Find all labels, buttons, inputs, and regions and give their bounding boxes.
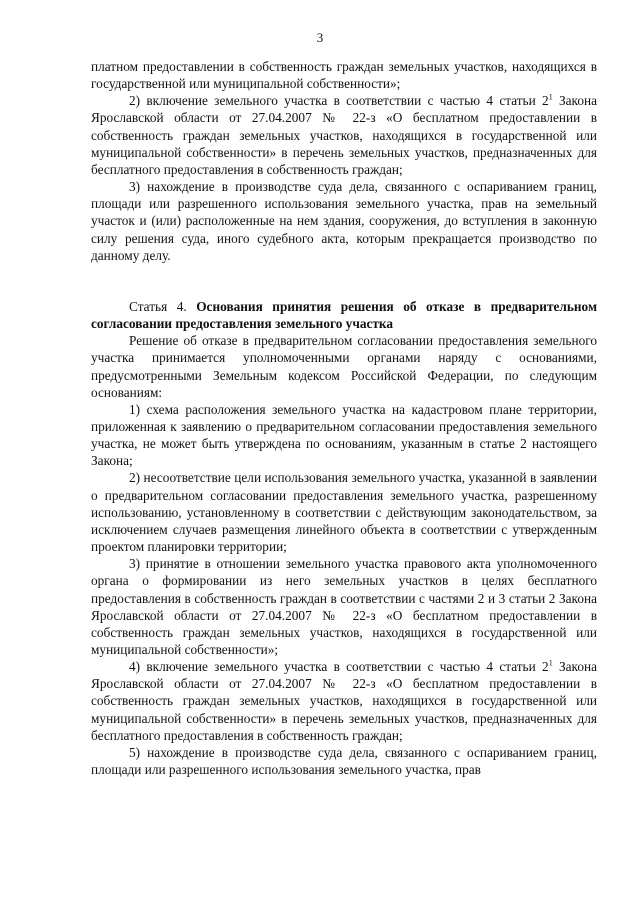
list-item: [91, 92, 597, 178]
article-intro: Решение об отказе в предварительном согласовании предоставления земельного участка принимается уполномоченными органами наряду с основаниями, предусмотренными Земельным кодексом Российской Федерации, по следующим основаниям:: [91, 333, 597, 400]
continued-paragraph: платном предоставлении в собственность граждан земельных участков, находящихся в государственной или муниципальной собственности»;: [91, 59, 597, 92]
list-item: 1) схема расположения земельного участка на кадастровом плане территории, приложенная к заявлению о предварительном согласовании предоставления земельного участка, не может быть утверждена по основаниям, указанным в статье 2 настоящего Закона;: [91, 401, 597, 469]
page-number: 3: [316, 30, 324, 45]
article-number: Статья 4.: [129, 298, 197, 314]
list-item: 3) нахождение в производстве суда дела, связанного с оспариванием границ, площади или разрешенного использования земельного участка, прав на земельный участок и (или) расположенные на нем здания, сооружения, до вступления в законную силу решения суда, иного судебного акта, которым прекращается производство по данному делу.: [91, 179, 597, 263]
list-item: 2) несоответствие цели использования земельного участка, указанной в заявлении о предварительном согласовании предоставления земельного участка, разрешенному использованию, установленному в соответствии с действующим законодательством, за исключением случаев размещения линейного объекта в соответствии с утвержденным проектом планировки территории;: [91, 470, 597, 555]
list-item: 5) нахождение в производстве суда дела, связанного с оспариванием границ, площади или разрешенного использования земельного участка, прав: [91, 744, 597, 778]
superscript: 1: [548, 92, 553, 102]
list-item-text: Закона Ярославской области от 27.04.2007 № 22-з «О бесплатном предоставлении в собственность граждан земельных участков, находящихся в государственной или муниципальной собственности» в перечень земельных участков, предназначенных для бесплатного предоставления в собственность граждан;: [91, 659, 597, 743]
article-title: Основания принятия решения об отказе в предварительном согласовании предоставления земельного участка: [91, 298, 598, 332]
document-body: [91, 58, 597, 778]
list-item-text: 4) включение земельного участка в соответствии с частью 4 статьи 2: [129, 659, 549, 675]
list-item: 3) принятие в отношении земельного участка правового акта уполномоченного органа о формировании из него земельных участков в целях бесплатного предоставления в собственность граждан в соответствии с частями 2 и 3 статьи 2 Закона Ярославской области от 27.04.2007 № 22-з «О бесплатном предоставлении в собственность граждан земельных участков, находящихся в государственной или муниципальной собственности»;: [91, 556, 597, 657]
list-item-text: 2) включение земельного участка в соответствии с частью 4 статьи 2: [129, 93, 549, 109]
article-heading: [91, 298, 597, 332]
list-item: [91, 658, 597, 744]
section-spacer: [91, 264, 597, 298]
superscript: 1: [548, 658, 553, 668]
list-item-text: Закона Ярославской области от 27.04.2007 № 22-з «О бесплатном предоставлении в собственность граждан земельных участков, находящихся в государственной или муниципальной собственности» в перечень земельных участков, предназначенных для бесплатного предоставления в собственность граждан;: [91, 93, 597, 177]
